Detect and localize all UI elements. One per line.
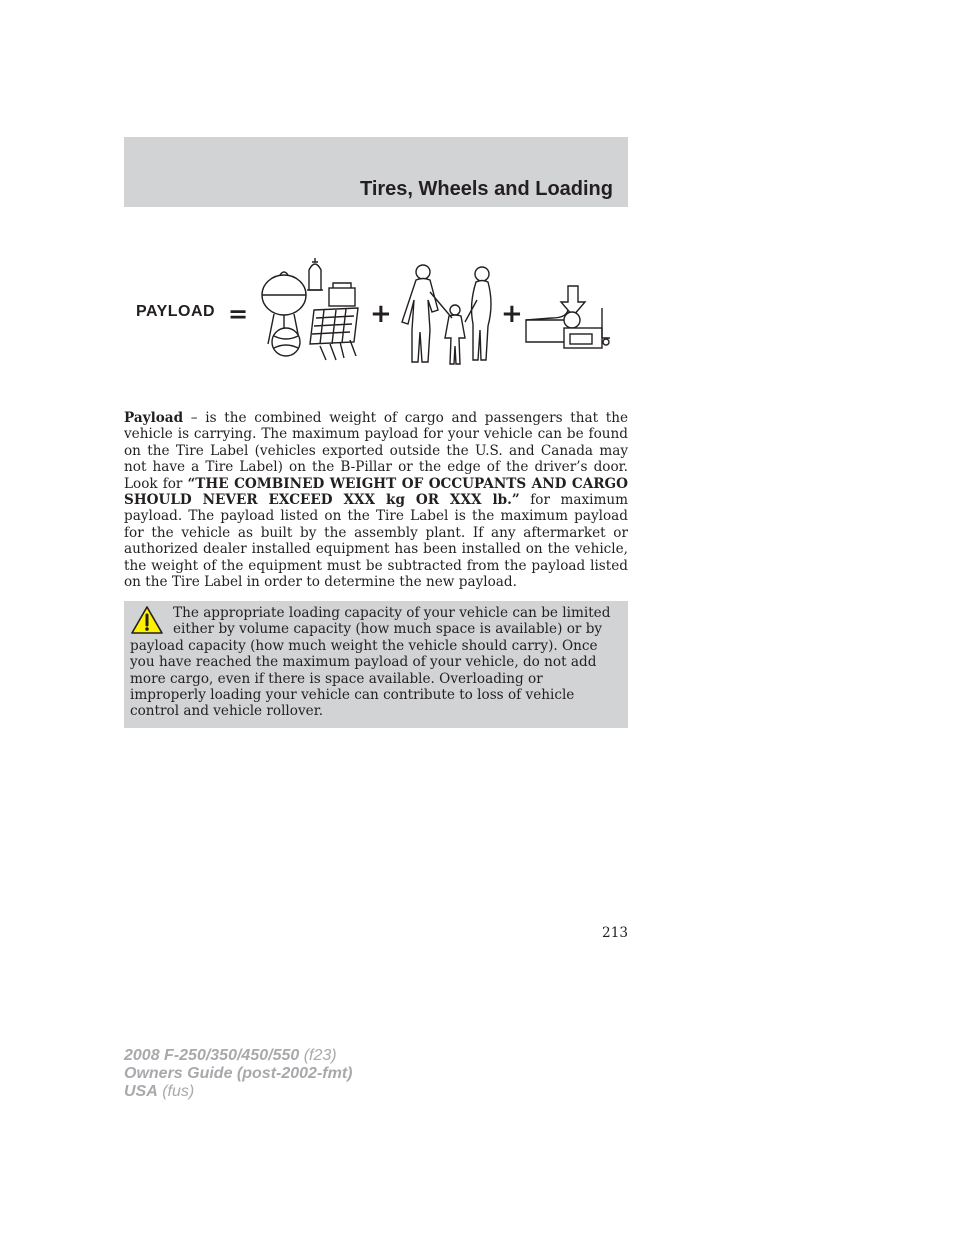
- footer-line-3: [124, 1083, 352, 1101]
- payload-illustration: [124, 250, 628, 370]
- footer-line-2: [124, 1065, 352, 1083]
- page-number: 213: [602, 925, 628, 941]
- trailer-hitch-icon: [526, 286, 610, 348]
- payload-equation-graphic: [124, 250, 628, 370]
- payload-text-1: – is the combined weight of cargo and passengers that the vehicle is carrying. The maximum payload for your vehicle can be found on the Tire Label (vehicles exported outside the U.S. and Canada may not have a Tire Label) on the B-Pillar or the edge of the driver’s door. Look for: [124, 410, 628, 492]
- payload-term: Payload: [124, 410, 184, 426]
- footer-model-code: (f23): [299, 1047, 337, 1064]
- footer-model: 2008 F-250/350/450/550: [124, 1047, 300, 1064]
- footer-line-1: [124, 1047, 352, 1065]
- warning-text-block: [130, 605, 616, 720]
- warning-box: [124, 601, 628, 728]
- cargo-icon: [262, 258, 358, 360]
- document-footer: [124, 1047, 352, 1101]
- footer-guide: Owners Guide (post-2002-fmt): [124, 1065, 353, 1082]
- plus-sign-1: +: [370, 299, 392, 329]
- payload-label: PAYLOAD: [136, 303, 216, 320]
- footer-market-code: (fus): [157, 1083, 195, 1100]
- warning-text: The appropriate loading capacity of your vehicle can be limited either by volume capacity (how much space is available) or by payload capacity (how much weight the vehicle should carry). Once you have reached the maximum payload of your vehicle, do not add more cargo, even if there is space available. Overloading or improperly loading your vehicle can contribute to loss of vehicle control and vehicle rollover.: [130, 605, 611, 720]
- payload-text-2: for maximum payload. The payload listed on the Tire Label is the maximum payload for the vehicle as built by the assembly plant. If any aftermarket or authorized dealer installed equipment has been installed on the vehicle, the weight of the equipment must be subtracted from the payload listed on the Tire Label in order to determine the new payload.: [124, 492, 628, 591]
- warning-triangle-icon: [130, 605, 164, 635]
- section-title: Tires, Wheels and Loading: [359, 178, 613, 200]
- passengers-icon: [402, 265, 491, 364]
- payload-label-quote: “THE COMBINED WEIGHT OF OCCUPANTS AND CARGO SHOULD NEVER EXCEED XXX kg OR XXX lb.”: [124, 475, 628, 509]
- footer-market: USA: [124, 1083, 158, 1100]
- plus-sign-2: +: [501, 299, 523, 329]
- payload-paragraph: [124, 410, 628, 590]
- equals-sign: =: [228, 300, 249, 328]
- section-header-band: [124, 137, 628, 207]
